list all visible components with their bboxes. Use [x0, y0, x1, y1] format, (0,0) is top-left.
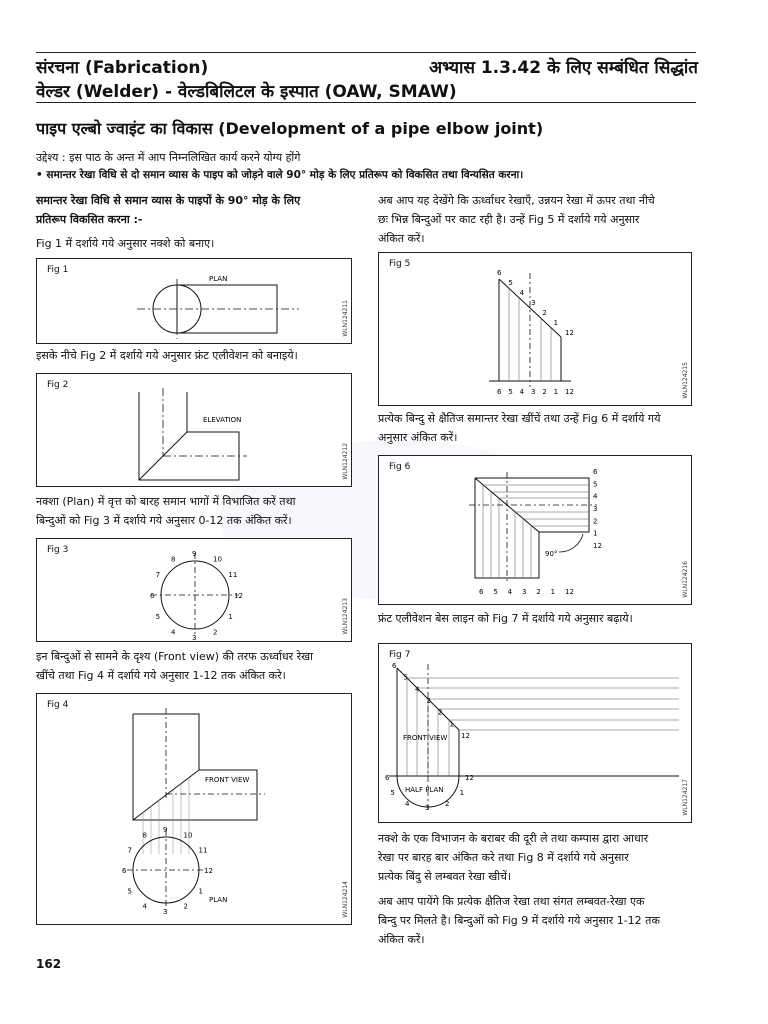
fig2-elevation-drawing [37, 374, 351, 486]
fig6-base-2: 2 [536, 588, 541, 596]
page-title: पाइप एल्बो ज्वाइंट का विकास (Development of a pipe elbow joint) [36, 119, 544, 138]
para-fig6-line2: अनुसार अंकित करें। [378, 431, 458, 444]
fig4-front-plan-drawing [37, 694, 351, 924]
fig4-front-view-text: FRONT VIEW [205, 776, 250, 784]
objective-label: उद्देश्य : इस पाठ के अन्त में आप निम्नलिखित कार्य करने योग्य होंगे [36, 151, 301, 164]
fig6-side-6: 6 [593, 468, 598, 476]
fig4-label: Fig 4 [47, 700, 69, 710]
fig3-code: WLN124213 [342, 598, 349, 635]
fig5-base-4: 4 [519, 388, 525, 396]
fig7-arc-1: 1 [459, 789, 465, 797]
para-fig4-line1: इन बिन्दुओं से सामने के दृश्य (Front view) की तरफ ऊर्ध्वाधर रेखा [36, 650, 313, 663]
para-fig9-line2: बिन्दु पर मिलते है। बिन्दुओं को Fig 9 में दर्शाये गये अनुसार 1-12 तक [378, 914, 660, 927]
figure-1 [36, 258, 352, 344]
fig6-base-5: 5 [493, 588, 498, 596]
fig5-side-4: 4 [519, 289, 525, 297]
intro-line-1: समान्तर रेखा विधि से समान व्यास के पाइपों के 90° मोड़ के लिए [36, 194, 301, 207]
fig4-number-6: 6 [122, 867, 127, 875]
fig7-arc-4: 4 [405, 799, 410, 808]
fig7-side-2: 2 [438, 708, 443, 717]
fig3-circle-drawing [37, 539, 351, 641]
figure-2 [36, 373, 352, 487]
fig3-number-7: 7 [155, 571, 161, 579]
fig3-number-1: 1 [228, 613, 233, 621]
para-fig9-line1: अब आप पायेंगे कि प्रत्येक क्षैतिज रेखा तथा संगत लम्बवत-रेखा एक [378, 895, 645, 908]
fig3-number-6: 6 [150, 592, 155, 600]
fig5-side-5: 5 [508, 279, 513, 287]
fig4-number-7: 7 [127, 846, 132, 855]
fig5-base-3: 3 [531, 388, 536, 396]
fig3-number-4: 4 [171, 628, 176, 637]
fig7-front-view-text: FRONT VIEW [403, 734, 448, 742]
fig5-base-5: 5 [508, 388, 513, 396]
fig3-number-11: 11 [228, 571, 238, 579]
fig7-label: Fig 7 [389, 650, 411, 660]
figure-3 [36, 538, 352, 642]
para-fig5-line2: छः भिन्न बिन्दुओं पर काट रही है। उन्हें Fig 5 में दर्शाये गये अनुसार [378, 213, 640, 226]
para-fig8-line3: प्रत्येक बिंदु से लम्बवत रेखा खीचें। [378, 870, 512, 883]
fig6-base-numbers [479, 588, 574, 596]
fig2-label: Fig 2 [47, 380, 69, 390]
fig7-half-plan-text: HALF PLAN [405, 786, 444, 794]
fig1-label: Fig 1 [47, 265, 69, 275]
para-fig6-line1: प्रत्येक बिन्दु से क्षैतिज समान्तर रेखा खींचें तथा उन्हें Fig 6 में दर्शाये गये [378, 412, 661, 425]
fig5-base-6: 6 [497, 388, 502, 396]
fig7-side-1: 1 [449, 720, 454, 729]
fig6-side-1: 1 [593, 529, 598, 538]
fig7-side-3: 3 [426, 697, 431, 705]
fig5-base-numbers [497, 388, 574, 396]
fig3-number-5: 5 [155, 613, 161, 621]
fig4-number-4: 4 [142, 902, 147, 911]
fig1-code: WLN124211 [342, 300, 349, 337]
fig4-number-1: 1 [198, 887, 203, 896]
fig6-label: Fig 6 [389, 462, 411, 472]
para-fig8-line2: रेखा पर बारह बार अंकित करे तथा Fig 8 में दर्शाये गये अनुसार [378, 851, 629, 864]
fig7-side-5: 5 [403, 673, 408, 682]
fig5-label: Fig 5 [389, 259, 411, 269]
objective-bullet: • समान्तर रेखा विधि से दो समान व्यास के पाइप को जोड़ने वाले 90° मोड़ के लिए प्रतिरूप को विकसित तथा विन्यसित करना। [36, 169, 524, 181]
fig7-code: WLN124217 [682, 779, 689, 816]
fig7-arc-6: 6 [385, 774, 390, 782]
fig5-side-numbers [497, 269, 574, 337]
fig4-number-5: 5 [127, 887, 132, 896]
para-fig3-line2: बिन्दुओं को Fig 3 में दर्शाये गये अनुसार 0-12 तक अंकित करें। [36, 514, 292, 527]
fig5-side-6: 6 [497, 269, 502, 277]
fig1-plan-drawing [37, 259, 351, 343]
fig4-number-8: 8 [142, 831, 147, 840]
fig2-elevation-text: ELEVATION [203, 416, 242, 424]
fig6-base-12: 12 [565, 588, 574, 596]
fig3-number-3: 3 [192, 634, 197, 641]
para-fig1: Fig 1 में दर्शाये गये अनुसार नक्शे को बनाए। [36, 237, 215, 250]
fig3-number-8: 8 [171, 555, 176, 564]
fig4-number-9: 9 [163, 826, 168, 834]
para-fig7: फ्रंट एलीवेशन बेस लाइन को Fig 7 में दर्शाये गये अनुसार बढ़ाये। [378, 612, 633, 625]
fig6-base-6: 6 [479, 588, 484, 596]
fig4-number-10: 10 [183, 831, 193, 840]
fig6-side-12: 12 [593, 542, 602, 550]
fig5-base-12: 12 [565, 388, 574, 396]
fig3-number-2: 2 [213, 628, 218, 637]
fig5-side-3: 3 [531, 299, 536, 307]
header-course: वेल्डर (Welder) - वेल्डबिलिटल के इस्पात (OAW, SMAW) [36, 82, 457, 102]
fig4-plan-text: PLAN [209, 896, 228, 904]
page-number: 162 [36, 957, 62, 971]
para-fig2: इसके नीचे Fig 2 में दर्शाये गये अनुसार फ्रंट एलीवेशन को बनाइये। [36, 349, 298, 362]
para-fig4-line2: खींचे तथा Fig 4 में दर्शाये गये अनुसार 1-12 तक अंकित करे। [36, 669, 286, 682]
fig2-code: WLN124212 [342, 443, 349, 480]
figure-7 [378, 643, 692, 823]
fig3-number-9: 9 [192, 550, 197, 558]
para-fig8-line1: नक्शे के एक विभाजन के बराबर की दूरी ले तथा कम्पास द्वारा आधार [378, 832, 649, 845]
fig5-base-2: 2 [542, 388, 547, 396]
fig3-number-12: 12 [234, 592, 243, 600]
fig5-side-12: 12 [565, 329, 574, 337]
fig7-side-6: 6 [392, 662, 397, 670]
fig6-development-drawing [379, 456, 691, 604]
fig4-code: WLN124214 [342, 881, 349, 918]
fig4-number-11: 11 [198, 846, 208, 855]
header-bottom-rule [36, 102, 696, 103]
para-fig5-line3: अंकित करें। [378, 232, 425, 245]
fig3-number-10: 10 [213, 555, 222, 564]
header-trade: संरचना (Fabrication) [36, 58, 209, 78]
fig7-arc-5: 5 [390, 789, 395, 797]
fig5-base-1: 1 [553, 388, 559, 396]
fig6-side-2: 2 [593, 517, 598, 526]
fig5-development-drawing [379, 253, 691, 405]
fig5-side-2: 2 [542, 309, 547, 317]
fig7-arc-2: 2 [445, 799, 450, 808]
fig6-side-5: 5 [593, 480, 598, 489]
fig3-label: Fig 3 [47, 545, 69, 555]
intro-line-2: प्रतिरूप विकसित करना :- [36, 213, 143, 226]
para-fig3-line1: नक्शा (Plan) में वृत्त को बारह समान भागों में विभाजित करें तथा [36, 495, 296, 508]
fig7-side-12: 12 [461, 732, 470, 740]
fig7-arc-3: 3 [425, 804, 430, 812]
fig6-base-4: 4 [507, 588, 513, 596]
header-exercise: अभ्यास 1.3.42 के लिए सम्बंधित सिद्धांत [429, 58, 698, 78]
figure-6 [378, 455, 692, 605]
para-fig9-line3: अंकित करें। [378, 933, 425, 946]
fig6-code: WLN124216 [682, 561, 689, 598]
fig7-side-4: 4 [415, 685, 420, 694]
fig5-code: WLN124215 [682, 362, 689, 399]
fig4-number-12: 12 [204, 867, 213, 875]
fig5-side-1: 1 [553, 319, 559, 327]
para-fig5-line1: अब आप यह देखेंगे कि ऊर्ध्वाधर रेखाएँ, उन्नयन रेखा में ऊपर तथा नीचे [378, 194, 655, 207]
fig7-side-numbers [392, 662, 470, 740]
fig6-side-numbers [593, 468, 602, 550]
figure-4 [36, 693, 352, 925]
figure-5 [378, 252, 692, 406]
fig6-base-1: 1 [550, 588, 556, 596]
fig7-development-drawing [379, 644, 691, 822]
fig1-plan-text: PLAN [209, 275, 228, 283]
fig4-number-3: 3 [163, 908, 168, 916]
fig6-side-4: 4 [593, 492, 598, 501]
fig6-angle-text: 90° [545, 550, 558, 558]
header-top-rule [36, 52, 696, 53]
fig4-number-2: 2 [183, 902, 188, 911]
fig6-base-3: 3 [522, 588, 527, 596]
fig7-arc-12: 12 [465, 774, 474, 782]
fig6-side-3: 3 [593, 505, 598, 513]
